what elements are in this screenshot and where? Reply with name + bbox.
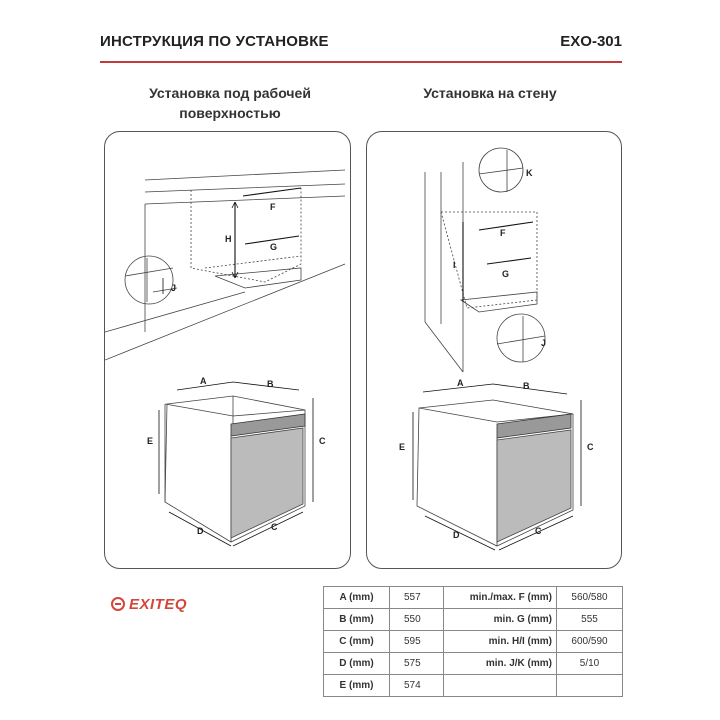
- header-divider: [100, 61, 622, 63]
- table-row: [324, 675, 623, 697]
- dim-label-f-wall: F: [500, 228, 506, 238]
- dimension-label: D (mm): [324, 653, 390, 675]
- section-title-wall-mount: Установка на стену: [423, 85, 557, 101]
- clearance-value: 560/580: [557, 587, 623, 609]
- dim-label-c-bottom-wall: C: [535, 526, 542, 536]
- dim-label-h: H: [225, 234, 232, 244]
- dim-label-e-wall: E: [399, 442, 406, 452]
- dim-label-i: I: [453, 260, 456, 270]
- logo-mark-icon: [110, 596, 126, 612]
- dimension-value: 595: [390, 631, 444, 653]
- dim-label-b: B: [267, 379, 274, 389]
- dim-label-b-wall: B: [523, 381, 530, 391]
- clearance-label: min. J/K (mm): [444, 653, 557, 675]
- dim-label-a-wall: A: [457, 378, 464, 388]
- model-number: EXO-301: [560, 33, 622, 50]
- dimension-value: 574: [390, 675, 444, 697]
- clearance-label: [444, 675, 557, 697]
- clearance-label: min./max. F (mm): [444, 587, 557, 609]
- dim-label-k: K: [526, 168, 533, 178]
- clearance-value: 5/10: [557, 653, 623, 675]
- dim-label-c-bottom: C: [271, 522, 278, 532]
- under-counter-diagram-panel: [104, 131, 351, 569]
- dim-label-d: D: [197, 526, 204, 536]
- clearance-value: 600/590: [557, 631, 623, 653]
- table-row: [324, 587, 623, 609]
- clearance-label: min. G (mm): [444, 609, 557, 631]
- dim-label-c-right-wall: C: [587, 442, 594, 452]
- dimensions-table: [323, 586, 623, 697]
- dim-label-g-wall: G: [502, 269, 510, 279]
- table-row: [324, 653, 623, 675]
- dim-label-j: J: [171, 283, 177, 293]
- brand-logo: [110, 592, 187, 616]
- dimension-label: A (mm): [324, 587, 390, 609]
- dim-label-e: E: [147, 436, 154, 446]
- dimension-value: 575: [390, 653, 444, 675]
- dimension-value: 557: [390, 587, 444, 609]
- table-row: [324, 609, 623, 631]
- dim-label-c-right: C: [319, 436, 326, 446]
- wall-mount-diagram: [367, 132, 621, 568]
- logo-wordmark: EXITEQ: [129, 595, 188, 613]
- section-title-line-1: Установка под рабочей: [149, 85, 311, 101]
- section-title-under-counter: [100, 83, 360, 123]
- clearance-value: [557, 675, 623, 697]
- dim-label-j-wall: J: [541, 338, 547, 348]
- table-row: [324, 631, 623, 653]
- dimension-value: 550: [390, 609, 444, 631]
- dimension-label: E (mm): [324, 675, 390, 697]
- dim-label-d-wall: D: [453, 530, 460, 540]
- section-title-line-2: поверхностью: [179, 105, 281, 121]
- wall-mount-diagram-panel: [366, 131, 622, 569]
- dimension-label: C (mm): [324, 631, 390, 653]
- dim-label-f: F: [270, 202, 276, 212]
- dim-label-a: A: [200, 376, 207, 386]
- page-title: ИНСТРУКЦИЯ ПО УСТАНОВКЕ: [100, 33, 329, 50]
- under-counter-diagram: [105, 132, 350, 568]
- clearance-value: 555: [557, 609, 623, 631]
- dimension-label: B (mm): [324, 609, 390, 631]
- clearance-label: min. H/I (mm): [444, 631, 557, 653]
- dim-label-g: G: [270, 242, 278, 252]
